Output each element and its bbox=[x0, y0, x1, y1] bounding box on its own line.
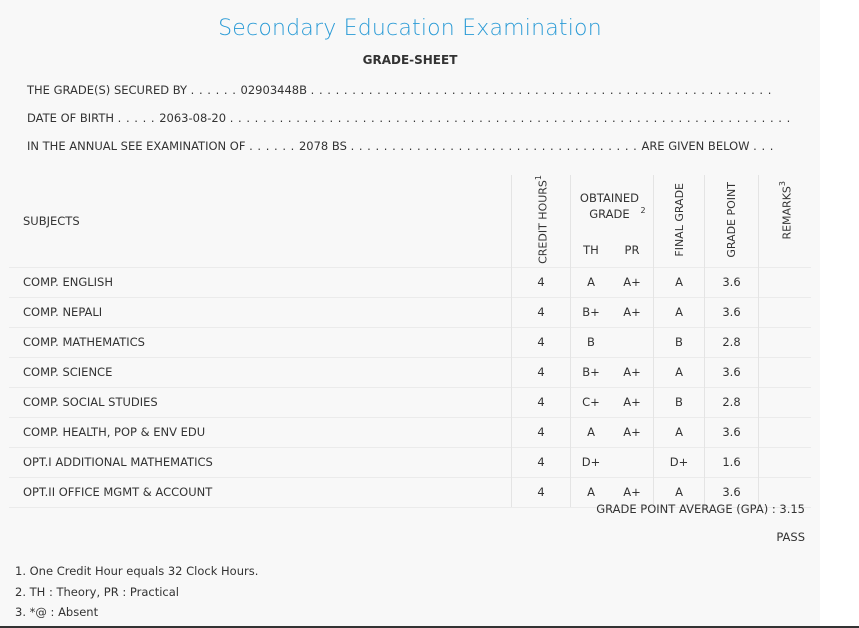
table-row: COMP. MATHEMATICS 4 B B 2.8 bbox=[9, 327, 811, 357]
exam-year: 2078 BS bbox=[298, 139, 347, 153]
sheet-title: GRADE-SHEET bbox=[362, 53, 458, 67]
table-row: COMP. HEALTH, POP & ENV EDU 4 A A+ A 3.6 bbox=[9, 417, 811, 447]
page-margin bbox=[820, 0, 859, 628]
obtained-grade-header: OBTAINED GRADE $^2$ bbox=[579, 191, 646, 222]
exam-label: IN THE ANNUAL SEE EXAMINATION OF bbox=[27, 139, 246, 153]
footnote-1: 1. One Credit Hour equals 32 Clock Hours. bbox=[15, 564, 259, 578]
credit-hours-header: CREDIT HOURS$^1$ bbox=[512, 175, 571, 267]
given-below-text: ARE GIVEN BELOW bbox=[641, 139, 750, 153]
pr-header: PR bbox=[624, 243, 640, 258]
grade-point-header: GRADE POINT bbox=[705, 175, 759, 267]
table-row: COMP. ENGLISH 4 A A+ A 3.6 bbox=[9, 267, 811, 297]
symbol-number: 02903448B bbox=[240, 83, 307, 97]
dob-value: 2063-08-20 bbox=[159, 111, 227, 125]
final-grade-header: FINAL GRADE bbox=[654, 175, 705, 267]
footnotes bbox=[15, 561, 258, 623]
dob-label: DATE OF BIRTH bbox=[27, 111, 115, 125]
table-row: COMP. NEPALI 4 B+ A+ A 3.6 bbox=[9, 297, 811, 327]
table-row: COMP. SCIENCE 4 B+ A+ A 3.6 bbox=[9, 357, 811, 387]
gpa-text: GRADE POINT AVERAGE (GPA) : 3.15 bbox=[596, 502, 805, 516]
result-text: PASS bbox=[776, 530, 805, 544]
exam-line: IN THE ANNUAL SEE EXAMINATION OF . . . . . . 2078 BS . . . . . . . . . . . . . . . . . . . . . . . . . . . . . . . . . . . ARE GIVEN BELOW . . . bbox=[27, 139, 774, 153]
th-header: TH bbox=[583, 243, 599, 258]
footnote-3: 3. *@ : Absent bbox=[15, 605, 99, 619]
dob-line: DATE OF BIRTH . . . . . 2063-08-20 . . . . . . . . . . . . . . . . . . . . . . . . . . . . . . . . . . . . . . . . . . . . . . . . . . . . . . . . . . . . . . . . . . . . bbox=[27, 111, 791, 125]
grades-table bbox=[9, 175, 811, 508]
table-row: COMP. SOCIAL STUDIES 4 C+ A+ B 2.8 bbox=[9, 387, 811, 417]
table-row: OPT.II OFFICE MGMT & ACCOUNT 4 A A+ A 3.6 bbox=[9, 477, 811, 507]
table-row: OPT.I ADDITIONAL MATHEMATICS 4 D+ D+ 1.6 bbox=[9, 447, 811, 477]
secured-by-label: THE GRADE(S) SECURED BY bbox=[27, 83, 188, 97]
secured-by-line: THE GRADE(S) SECURED BY . . . . . . 02903448B . . . . . . . . . . . . . . . . . . . . . . . . . . . . . . . . . . . . . . . . . . . . . . . . . . . . . . . . bbox=[27, 83, 772, 97]
exam-title: Secondary Education Examination bbox=[218, 16, 602, 41]
subjects-header: SUBJECTS bbox=[23, 213, 80, 228]
footnote-2: 2. TH : Theory, PR : Practical bbox=[15, 584, 179, 599]
remarks-header: REMARKS$^3$ bbox=[759, 175, 812, 267]
